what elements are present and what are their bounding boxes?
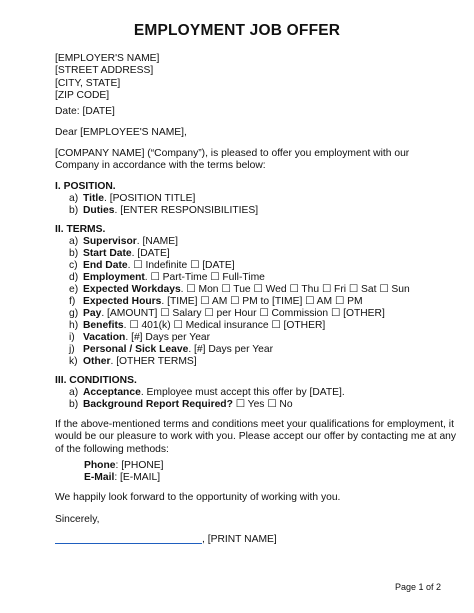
employer-street: [STREET ADDRESS]: [55, 65, 154, 77]
list-item: [69, 284, 410, 296]
item-bold: Duties: [83, 205, 115, 216]
item-text: . ☐ Mon ☐ Tue ☐ Wed ☐ Thu ☐ Fri ☐ Sat ☐ Sun: [180, 284, 410, 295]
list-item: [69, 236, 178, 248]
item-label: k): [69, 356, 78, 367]
item-label: h): [69, 320, 79, 331]
item-bold: End Date: [83, 260, 128, 271]
list-item: [69, 205, 258, 217]
list-item: [69, 248, 170, 260]
item-text: ☐ Yes ☐ No: [232, 399, 293, 410]
item-text: . [OTHER TERMS]: [110, 356, 197, 367]
item-bold: Personal / Sick Leave: [83, 344, 189, 355]
email-value: : [E-MAIL]: [114, 472, 161, 483]
page-number: Page 1 of 2: [394, 582, 441, 592]
item-text: . ☐ Part-Time ☐ Full-Time: [144, 272, 265, 283]
list-item: [69, 193, 195, 205]
print-name: , [PRINT NAME]: [202, 534, 277, 545]
list-item: [69, 387, 345, 399]
closing-paragraph: [55, 419, 456, 456]
item-label: g): [69, 308, 79, 319]
item-bold: Employment: [83, 272, 145, 283]
item-label: b): [69, 248, 79, 259]
email-line: [84, 472, 160, 483]
item-label: f): [69, 296, 76, 307]
item-label: c): [69, 260, 78, 271]
item-bold: Acceptance: [83, 387, 141, 398]
item-label: a): [69, 236, 79, 247]
list-item: [69, 272, 265, 284]
item-bold: Expected Hours: [83, 296, 162, 307]
item-label: j): [69, 344, 75, 355]
list-item: [69, 399, 293, 411]
closing-line: If the above-mentioned terms and conditions meet your qualifications for employment, it: [55, 419, 454, 430]
item-bold: Start Date: [83, 248, 132, 259]
item-label: e): [69, 284, 79, 295]
item-text: . [AMOUNT] ☐ Salary ☐ per Hour ☐ Commission ☐ [OTHER]: [101, 308, 385, 319]
section-heading-position: I. POSITION.: [55, 181, 116, 192]
list-item: [69, 308, 385, 320]
date-line: Date: [DATE]: [55, 106, 115, 117]
intro-line: [COMPANY NAME] (“Company”), is pleased to offer you employment with our: [55, 148, 410, 159]
document-title: EMPLOYMENT JOB OFFER: [133, 22, 341, 39]
item-text: . [POSITION TITLE]: [103, 193, 196, 204]
list-item: [69, 356, 197, 368]
list-item: [69, 344, 273, 356]
employer-address-block: [55, 53, 159, 102]
item-text: . ☐ Indefinite ☐ [DATE]: [127, 260, 235, 271]
intro-line: Company in accordance with the terms below:: [55, 160, 266, 172]
item-label: a): [69, 387, 79, 398]
item-text: . [NAME]: [136, 236, 178, 247]
salutation: Dear [EMPLOYEE'S NAME],: [55, 127, 187, 138]
item-bold: Supervisor: [83, 236, 137, 247]
signature-line: [55, 543, 202, 544]
section-heading-conditions: III. CONDITIONS.: [55, 375, 137, 386]
item-text: . ☐ 401(k) ☐ Medical insurance ☐ [OTHER]: [123, 320, 326, 331]
item-label: b): [69, 205, 79, 216]
item-bold: Benefits: [83, 320, 124, 331]
phone-label: Phone: [84, 460, 116, 471]
email-label: E-Mail: [84, 472, 115, 483]
list-item: [69, 296, 363, 308]
item-label: i): [69, 332, 75, 343]
item-label: b): [69, 399, 79, 410]
list-item: [69, 320, 325, 332]
item-text: . [DATE]: [131, 248, 170, 259]
item-bold: Other: [83, 356, 111, 367]
closing-line: would be our pleasure to work with you. Please accept our offer by contacting me at any: [55, 431, 457, 443]
closing-line: of the following methods:: [55, 443, 169, 455]
look-forward-line: We happily look forward to the opportunity of working with you.: [55, 492, 341, 503]
item-bold: Title: [83, 193, 104, 204]
employer-name: [EMPLOYER'S NAME]: [55, 53, 160, 64]
item-bold: Vacation: [83, 332, 126, 343]
item-text: . [#] Days per Year: [125, 332, 211, 343]
section-heading-terms: II. TERMS.: [55, 224, 106, 235]
item-text: . Employee must accept this offer by [DATE].: [140, 387, 345, 398]
item-text: . [ENTER RESPONSIBILITIES]: [114, 205, 259, 216]
item-bold: Expected Workdays: [83, 284, 181, 295]
sincerely-line: Sincerely,: [55, 514, 100, 525]
list-item: [69, 260, 235, 272]
item-bold: Pay: [83, 308, 102, 319]
employer-city-state: [CITY, STATE]: [55, 77, 121, 89]
item-label: d): [69, 272, 79, 283]
item-text: . [TIME] ☐ AM ☐ PM to [TIME] ☐ AM ☐ PM: [161, 296, 363, 307]
phone-line: [84, 460, 164, 471]
phone-value: : [PHONE]: [115, 460, 164, 471]
list-item: [69, 332, 210, 344]
item-bold: Background Report Required?: [83, 399, 233, 410]
employer-zip: [ZIP CODE]: [55, 89, 110, 101]
intro-paragraph: [55, 148, 409, 173]
item-text: . [#] Days per Year: [188, 344, 274, 355]
item-label: a): [69, 193, 79, 204]
